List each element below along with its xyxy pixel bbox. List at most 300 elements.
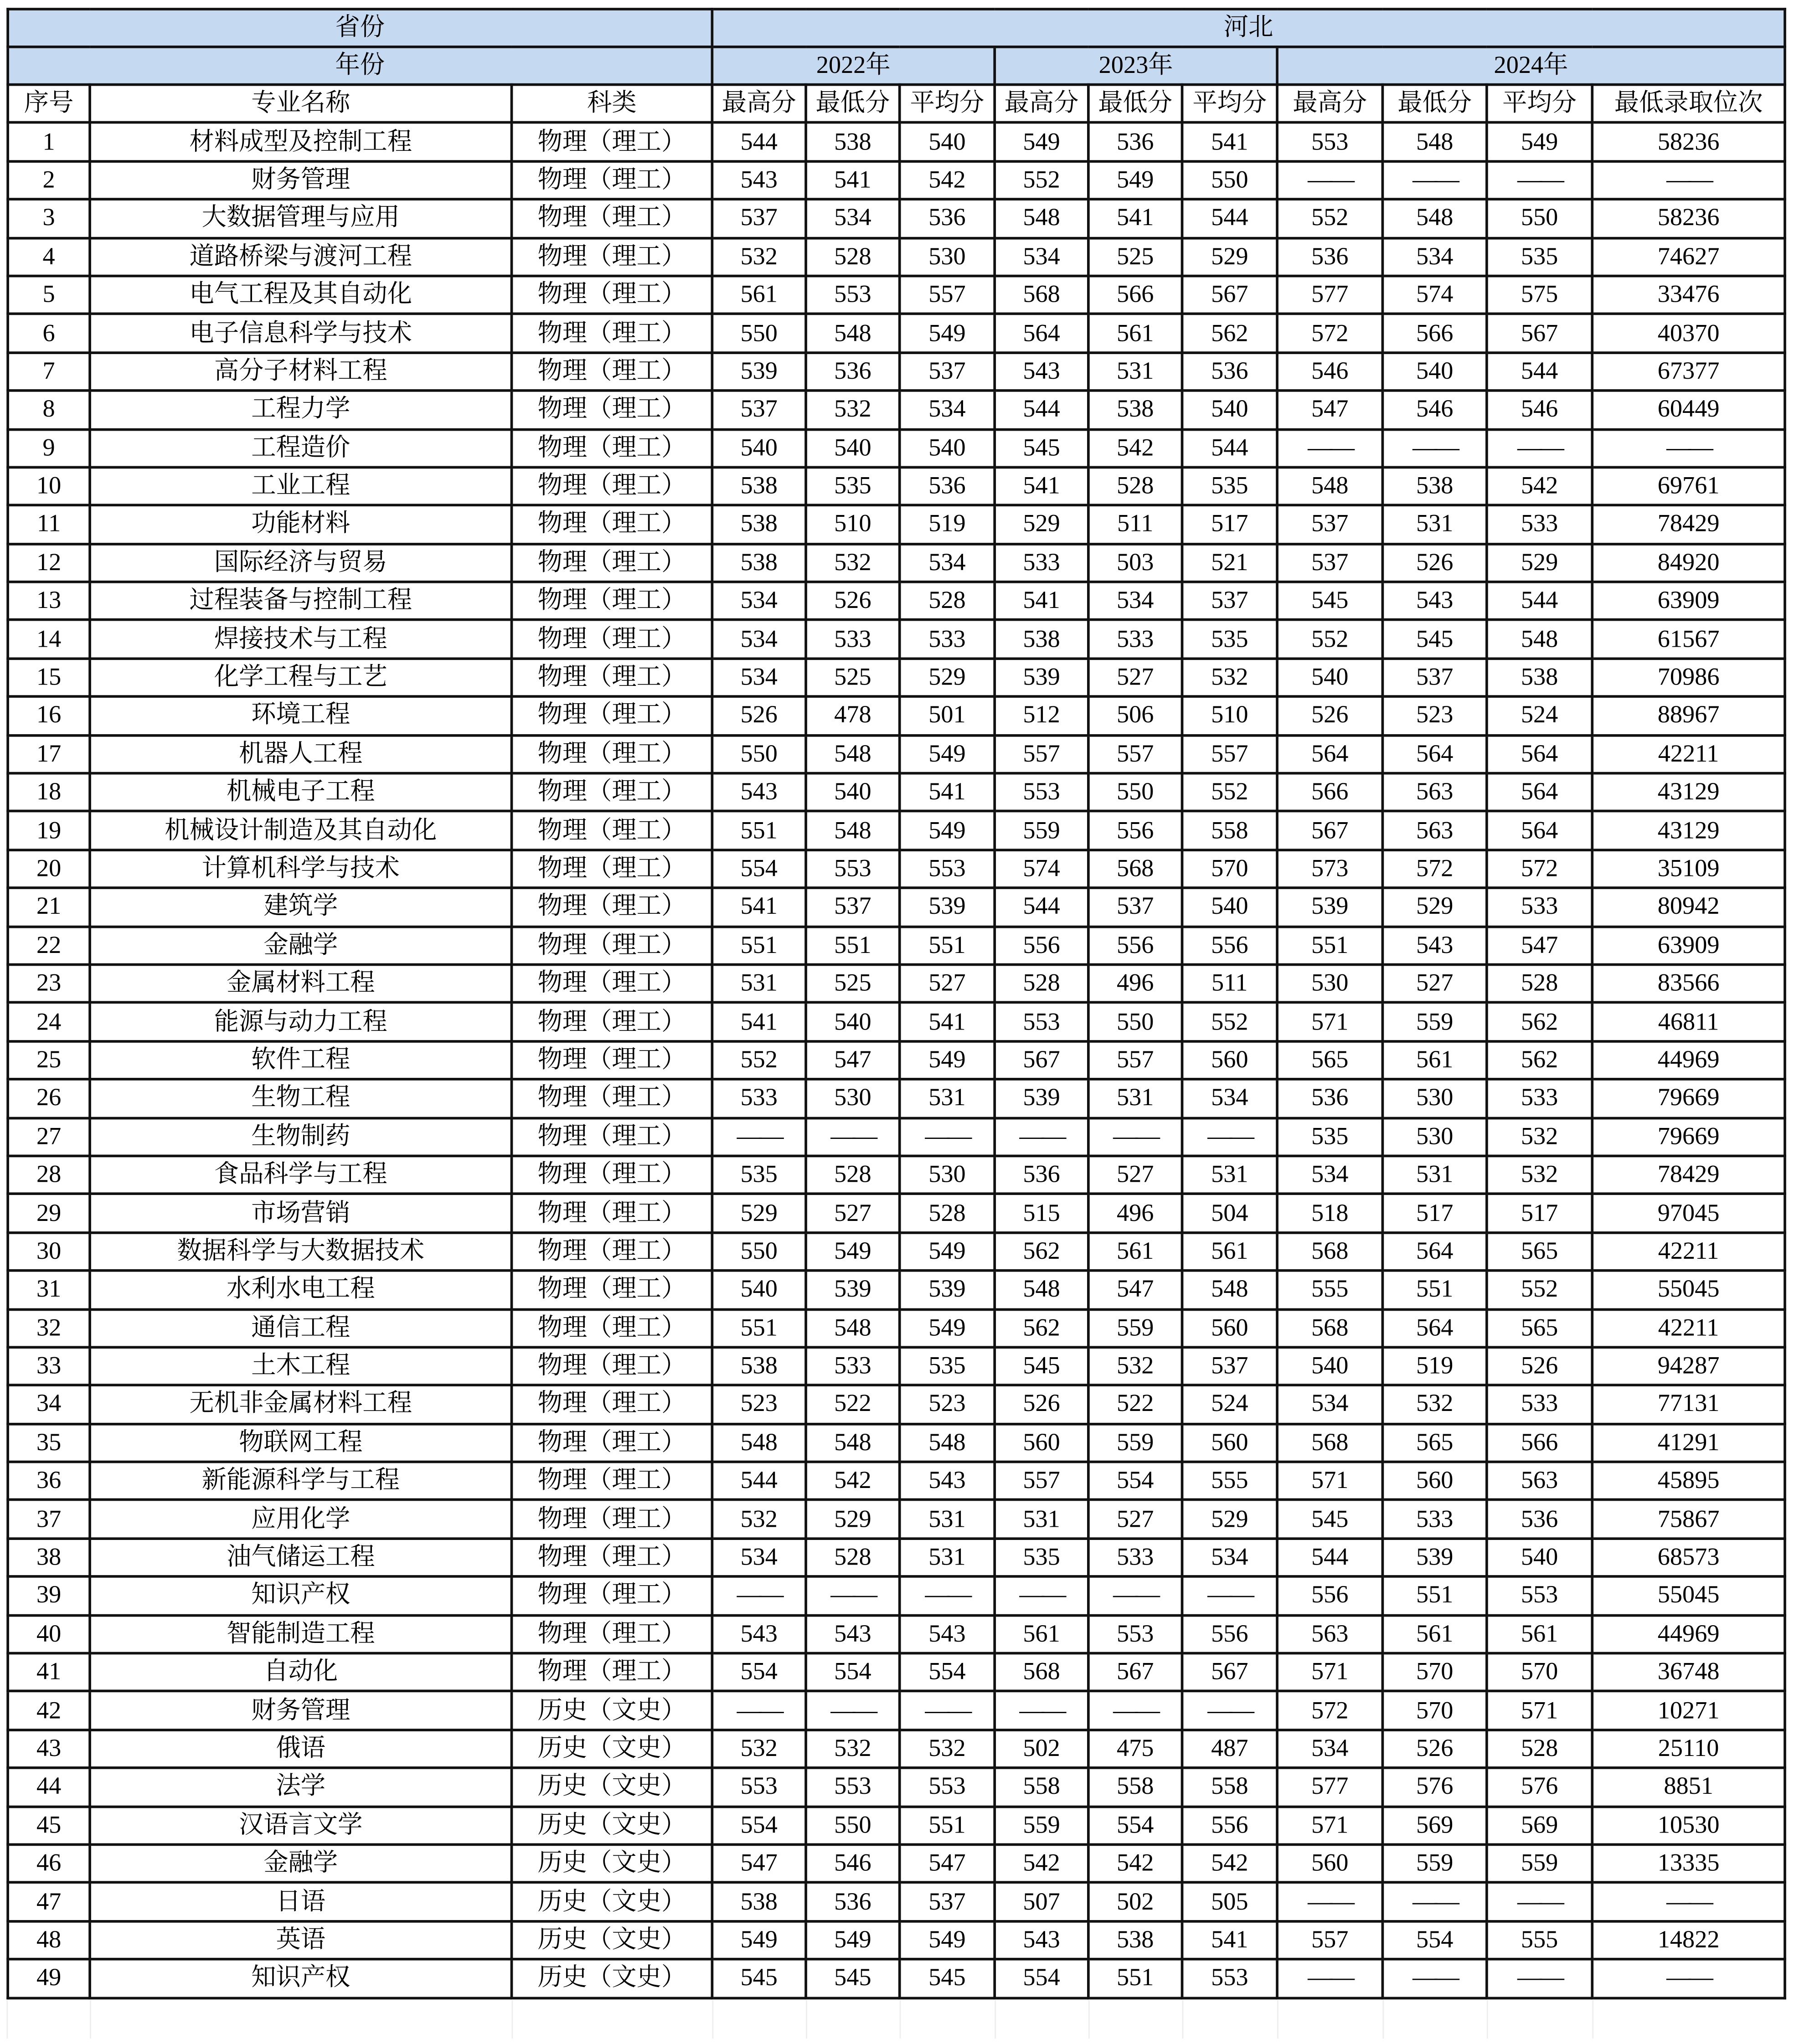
major-name-cell[interactable]: 智能制造工程	[90, 1615, 511, 1653]
score-cell[interactable]: ——	[712, 1577, 806, 1615]
row-index-cell[interactable]: 9	[8, 429, 90, 467]
major-name-cell[interactable]: 通信工程	[90, 1309, 511, 1347]
score-cell[interactable]: 538	[1088, 1921, 1182, 1959]
subject-category-cell[interactable]: 物理（理工）	[512, 697, 712, 735]
score-cell[interactable]: 572	[1382, 850, 1487, 888]
score-cell[interactable]: 563	[1277, 1615, 1382, 1653]
row-index-cell[interactable]: 20	[8, 850, 90, 888]
row-index-cell[interactable]: 30	[8, 1232, 90, 1271]
score-cell[interactable]: 538	[1487, 659, 1592, 697]
score-cell[interactable]: 535	[1487, 237, 1592, 276]
score-cell[interactable]: 534	[900, 544, 995, 582]
score-cell[interactable]: 533	[1487, 888, 1592, 927]
score-cell[interactable]: 528	[806, 1539, 900, 1577]
score-cell[interactable]: ——	[1088, 1691, 1182, 1730]
score-cell[interactable]: 531	[1088, 1079, 1182, 1117]
major-name-cell[interactable]: 数据科学与大数据技术	[90, 1232, 511, 1271]
major-name-cell[interactable]: 俄语	[90, 1730, 511, 1768]
subject-category-cell[interactable]: 物理（理工）	[512, 200, 712, 238]
score-cell[interactable]: 557	[1182, 735, 1278, 773]
score-cell[interactable]: 538	[995, 620, 1088, 659]
score-cell[interactable]: 535	[1182, 467, 1278, 505]
score-cell[interactable]: 553	[1277, 123, 1382, 161]
major-name-cell[interactable]: 道路桥梁与渡河工程	[90, 237, 511, 276]
score-cell[interactable]: 496	[1088, 1194, 1182, 1232]
score-cell[interactable]: 525	[1088, 237, 1182, 276]
score-cell[interactable]: 530	[1382, 1079, 1487, 1117]
score-cell[interactable]: 566	[1088, 276, 1182, 314]
subject-category-cell[interactable]: 物理（理工）	[512, 1232, 712, 1271]
score-cell[interactable]: 549	[900, 812, 995, 850]
score-cell[interactable]: 542	[995, 1844, 1088, 1883]
major-name-cell[interactable]: 自动化	[90, 1653, 511, 1692]
major-name-cell[interactable]: 机器人工程	[90, 735, 511, 773]
score-cell[interactable]: 524	[1182, 1385, 1278, 1424]
score-cell[interactable]: 511	[1182, 964, 1278, 1003]
score-cell[interactable]: 544	[712, 1462, 806, 1500]
score-cell[interactable]: 566	[1487, 1424, 1592, 1462]
row-index-cell[interactable]: 16	[8, 697, 90, 735]
score-cell[interactable]: 538	[712, 1347, 806, 1385]
score-cell[interactable]: 569	[1487, 1806, 1592, 1844]
score-cell[interactable]: 549	[712, 1921, 806, 1959]
score-cell[interactable]: 536	[900, 200, 995, 238]
major-name-cell[interactable]: 软件工程	[90, 1041, 511, 1079]
score-cell[interactable]: 44969	[1592, 1615, 1785, 1653]
score-cell[interactable]: 553	[900, 1768, 995, 1806]
score-cell[interactable]: 40370	[1592, 314, 1785, 352]
score-cell[interactable]: 559	[1382, 1844, 1487, 1883]
score-cell[interactable]: 551	[806, 927, 900, 965]
score-cell[interactable]: 558	[1088, 1768, 1182, 1806]
score-cell[interactable]: 562	[1487, 1041, 1592, 1079]
score-cell[interactable]: 545	[712, 1959, 806, 1998]
score-cell[interactable]: 532	[1088, 1347, 1182, 1385]
score-cell[interactable]: 533	[1088, 1539, 1182, 1577]
score-cell[interactable]: 554	[806, 1653, 900, 1692]
score-cell[interactable]: 540	[712, 1271, 806, 1309]
subject-category-cell[interactable]: 物理（理工）	[512, 505, 712, 544]
score-cell[interactable]: 531	[900, 1500, 995, 1539]
score-cell[interactable]: 533	[806, 1347, 900, 1385]
score-cell[interactable]: 526	[1277, 697, 1382, 735]
score-cell[interactable]: 537	[712, 391, 806, 429]
score-cell[interactable]: 526	[806, 582, 900, 620]
score-cell[interactable]: 538	[712, 467, 806, 505]
score-cell[interactable]: 557	[900, 276, 995, 314]
score-cell[interactable]: 502	[995, 1730, 1088, 1768]
score-cell[interactable]: 543	[806, 1615, 900, 1653]
major-name-cell[interactable]: 无机非金属材料工程	[90, 1385, 511, 1424]
score-cell[interactable]: 523	[1382, 697, 1487, 735]
score-cell[interactable]: ——	[1592, 1959, 1785, 1998]
score-cell[interactable]: ——	[1088, 1577, 1182, 1615]
score-cell[interactable]: 576	[1487, 1768, 1592, 1806]
score-cell[interactable]: 536	[806, 352, 900, 391]
score-cell[interactable]: 538	[712, 1883, 806, 1921]
score-cell[interactable]: 46811	[1592, 1003, 1785, 1041]
major-name-cell[interactable]: 日语	[90, 1883, 511, 1921]
score-cell[interactable]: 528	[1487, 1730, 1592, 1768]
score-cell[interactable]: 542	[1088, 429, 1182, 467]
score-cell[interactable]: 554	[1382, 1921, 1487, 1959]
score-cell[interactable]: 542	[1182, 1844, 1278, 1883]
score-cell[interactable]: 559	[995, 812, 1088, 850]
row-index-cell[interactable]: 39	[8, 1577, 90, 1615]
score-cell[interactable]: 554	[712, 1806, 806, 1844]
score-cell[interactable]: 561	[1382, 1041, 1487, 1079]
score-cell[interactable]: 10271	[1592, 1691, 1785, 1730]
major-name-cell[interactable]: 油气储运工程	[90, 1539, 511, 1577]
score-cell[interactable]: 547	[806, 1041, 900, 1079]
score-cell[interactable]: 544	[1182, 429, 1278, 467]
score-cell[interactable]: 557	[995, 1462, 1088, 1500]
score-cell[interactable]: 531	[995, 1500, 1088, 1539]
row-index-cell[interactable]: 48	[8, 1921, 90, 1959]
subject-category-cell[interactable]: 物理（理工）	[512, 850, 712, 888]
score-cell[interactable]: 532	[712, 1500, 806, 1539]
score-cell[interactable]: 564	[995, 314, 1088, 352]
score-cell[interactable]: 532	[806, 1730, 900, 1768]
score-cell[interactable]: 538	[712, 505, 806, 544]
score-cell[interactable]: 553	[806, 850, 900, 888]
major-name-cell[interactable]: 高分子材料工程	[90, 352, 511, 391]
score-cell[interactable]: 542	[806, 1462, 900, 1500]
score-cell[interactable]: 572	[1277, 314, 1382, 352]
score-cell[interactable]: 575	[1487, 276, 1592, 314]
score-cell[interactable]: 527	[1088, 1500, 1182, 1539]
score-cell[interactable]: 545	[1277, 1500, 1382, 1539]
major-name-cell[interactable]: 知识产权	[90, 1959, 511, 1998]
score-cell[interactable]: 573	[1277, 850, 1382, 888]
score-cell[interactable]: 541	[712, 1003, 806, 1041]
score-cell[interactable]: 535	[712, 1156, 806, 1194]
score-cell[interactable]: 532	[1487, 1156, 1592, 1194]
score-cell[interactable]: 534	[712, 659, 806, 697]
score-cell[interactable]: 61567	[1592, 620, 1785, 659]
score-cell[interactable]: 556	[1182, 1806, 1278, 1844]
score-cell[interactable]: 532	[900, 1730, 995, 1768]
subject-category-cell[interactable]: 物理（理工）	[512, 161, 712, 200]
score-cell[interactable]: 550	[712, 1232, 806, 1271]
score-cell[interactable]: 529	[1487, 544, 1592, 582]
score-cell[interactable]: 501	[900, 697, 995, 735]
score-cell[interactable]: 537	[1088, 888, 1182, 927]
score-cell[interactable]: 564	[1487, 773, 1592, 812]
major-name-cell[interactable]: 大数据管理与应用	[90, 200, 511, 238]
row-index-cell[interactable]: 49	[8, 1959, 90, 1998]
score-cell[interactable]: ——	[806, 1117, 900, 1156]
score-cell[interactable]: 543	[900, 1462, 995, 1500]
subject-category-cell[interactable]: 历史（文史）	[512, 1730, 712, 1768]
score-cell[interactable]: 536	[806, 1883, 900, 1921]
subject-category-cell[interactable]: 物理（理工）	[512, 1615, 712, 1653]
score-cell[interactable]: 542	[1487, 467, 1592, 505]
subject-category-cell[interactable]: 物理（理工）	[512, 1424, 712, 1462]
row-index-cell[interactable]: 12	[8, 544, 90, 582]
major-name-cell[interactable]: 工程力学	[90, 391, 511, 429]
score-cell[interactable]: 560	[1182, 1424, 1278, 1462]
score-cell[interactable]: 526	[1382, 1730, 1487, 1768]
score-cell[interactable]: 556	[1277, 1577, 1382, 1615]
score-cell[interactable]: 541	[1088, 200, 1182, 238]
row-index-cell[interactable]: 42	[8, 1691, 90, 1730]
score-cell[interactable]: 526	[1382, 544, 1487, 582]
subject-category-cell[interactable]: 物理（理工）	[512, 1577, 712, 1615]
score-cell[interactable]: 567	[1182, 1653, 1278, 1692]
score-cell[interactable]: 528	[1487, 964, 1592, 1003]
score-cell[interactable]: 561	[1182, 1232, 1278, 1271]
score-cell[interactable]: 560	[995, 1424, 1088, 1462]
score-cell[interactable]: ——	[900, 1117, 995, 1156]
score-cell[interactable]: 548	[1277, 467, 1382, 505]
subject-category-cell[interactable]: 物理（理工）	[512, 1041, 712, 1079]
score-cell[interactable]: 561	[1487, 1615, 1592, 1653]
score-cell[interactable]: 556	[1182, 927, 1278, 965]
major-name-cell[interactable]: 金属材料工程	[90, 964, 511, 1003]
score-cell[interactable]: 568	[1277, 1424, 1382, 1462]
subject-category-cell[interactable]: 物理（理工）	[512, 123, 712, 161]
score-cell[interactable]: 41291	[1592, 1424, 1785, 1462]
score-cell[interactable]: 553	[712, 1768, 806, 1806]
row-index-cell[interactable]: 40	[8, 1615, 90, 1653]
row-index-cell[interactable]: 35	[8, 1424, 90, 1462]
score-cell[interactable]: 528	[900, 1194, 995, 1232]
score-cell[interactable]: 526	[1487, 1347, 1592, 1385]
major-name-cell[interactable]: 过程装备与控制工程	[90, 582, 511, 620]
row-index-cell[interactable]: 10	[8, 467, 90, 505]
score-cell[interactable]: 554	[712, 1653, 806, 1692]
row-index-cell[interactable]: 24	[8, 1003, 90, 1041]
score-cell[interactable]: 561	[1088, 314, 1182, 352]
score-cell[interactable]: 33476	[1592, 276, 1785, 314]
score-cell[interactable]: 42211	[1592, 735, 1785, 773]
score-cell[interactable]: ——	[1382, 1959, 1487, 1998]
subject-category-cell[interactable]: 物理（理工）	[512, 773, 712, 812]
subject-category-cell[interactable]: 物理（理工）	[512, 467, 712, 505]
subject-category-cell[interactable]: 历史（文史）	[512, 1768, 712, 1806]
score-cell[interactable]: 541	[806, 161, 900, 200]
score-cell[interactable]: 534	[900, 391, 995, 429]
row-index-cell[interactable]: 19	[8, 812, 90, 850]
score-cell[interactable]: 559	[995, 1806, 1088, 1844]
score-cell[interactable]: 540	[806, 773, 900, 812]
row-index-cell[interactable]: 26	[8, 1079, 90, 1117]
score-cell[interactable]: 487	[1182, 1730, 1278, 1768]
score-cell[interactable]: 527	[1382, 964, 1487, 1003]
score-cell[interactable]: 531	[1088, 352, 1182, 391]
row-index-cell[interactable]: 36	[8, 1462, 90, 1500]
subject-category-cell[interactable]: 历史（文史）	[512, 1883, 712, 1921]
subject-category-cell[interactable]: 物理（理工）	[512, 276, 712, 314]
score-cell[interactable]: 13335	[1592, 1844, 1785, 1883]
score-cell[interactable]: 531	[1382, 1156, 1487, 1194]
score-cell[interactable]: 524	[1487, 697, 1592, 735]
major-name-cell[interactable]: 电子信息科学与技术	[90, 314, 511, 352]
score-cell[interactable]: 529	[1182, 237, 1278, 276]
score-cell[interactable]: 545	[1277, 582, 1382, 620]
score-cell[interactable]: 567	[995, 1041, 1088, 1079]
score-cell[interactable]: 532	[1487, 1117, 1592, 1156]
score-cell[interactable]: 540	[806, 429, 900, 467]
score-cell[interactable]: ——	[900, 1577, 995, 1615]
subject-category-cell[interactable]: 物理（理工）	[512, 352, 712, 391]
score-cell[interactable]: 562	[995, 1309, 1088, 1347]
subject-category-cell[interactable]: 物理（理工）	[512, 1271, 712, 1309]
score-cell[interactable]: 543	[712, 161, 806, 200]
score-cell[interactable]: 555	[1182, 1462, 1278, 1500]
row-index-cell[interactable]: 8	[8, 391, 90, 429]
subject-category-cell[interactable]: 物理（理工）	[512, 620, 712, 659]
score-cell[interactable]: 544	[995, 888, 1088, 927]
major-name-cell[interactable]: 法学	[90, 1768, 511, 1806]
score-cell[interactable]: 547	[1088, 1271, 1182, 1309]
score-cell[interactable]: 548	[806, 735, 900, 773]
score-cell[interactable]: 79669	[1592, 1079, 1785, 1117]
score-cell[interactable]: 571	[1277, 1003, 1382, 1041]
score-cell[interactable]: 549	[900, 1309, 995, 1347]
score-cell[interactable]: 532	[712, 1730, 806, 1768]
score-cell[interactable]: 562	[1182, 314, 1278, 352]
score-cell[interactable]: ——	[1382, 161, 1487, 200]
row-index-cell[interactable]: 47	[8, 1883, 90, 1921]
score-cell[interactable]: 540	[806, 1003, 900, 1041]
score-cell[interactable]: 515	[995, 1194, 1088, 1232]
score-cell[interactable]: 558	[1182, 1768, 1278, 1806]
subject-category-cell[interactable]: 物理（理工）	[512, 735, 712, 773]
score-cell[interactable]: 528	[995, 964, 1088, 1003]
score-cell[interactable]: 543	[712, 773, 806, 812]
score-cell[interactable]: 63909	[1592, 927, 1785, 965]
major-name-cell[interactable]: 物联网工程	[90, 1424, 511, 1462]
score-cell[interactable]: 538	[712, 544, 806, 582]
score-cell[interactable]: 539	[1382, 1539, 1487, 1577]
score-cell[interactable]: 548	[1382, 123, 1487, 161]
score-cell[interactable]: 548	[995, 200, 1088, 238]
score-cell[interactable]: 564	[1382, 1309, 1487, 1347]
score-cell[interactable]: 547	[1487, 927, 1592, 965]
score-cell[interactable]: 42211	[1592, 1309, 1785, 1347]
row-index-cell[interactable]: 46	[8, 1844, 90, 1883]
score-cell[interactable]: ——	[1382, 1883, 1487, 1921]
score-cell[interactable]: 43129	[1592, 812, 1785, 850]
score-cell[interactable]: ——	[712, 1691, 806, 1730]
score-cell[interactable]: 519	[1382, 1347, 1487, 1385]
score-cell[interactable]: 58236	[1592, 123, 1785, 161]
score-cell[interactable]: 572	[1487, 850, 1592, 888]
score-cell[interactable]: 536	[1088, 123, 1182, 161]
score-cell[interactable]: 549	[1487, 123, 1592, 161]
subject-category-cell[interactable]: 物理（理工）	[512, 391, 712, 429]
score-cell[interactable]: 533	[1088, 620, 1182, 659]
score-cell[interactable]: ——	[806, 1691, 900, 1730]
score-cell[interactable]: 83566	[1592, 964, 1785, 1003]
score-cell[interactable]: ——	[1277, 161, 1382, 200]
score-cell[interactable]: 35109	[1592, 850, 1785, 888]
subject-category-cell[interactable]: 物理（理工）	[512, 888, 712, 927]
score-cell[interactable]: 529	[1382, 888, 1487, 927]
major-name-cell[interactable]: 工程造价	[90, 429, 511, 467]
score-cell[interactable]: 560	[1277, 1844, 1382, 1883]
subject-category-cell[interactable]: 物理（理工）	[512, 1156, 712, 1194]
score-cell[interactable]: 574	[995, 850, 1088, 888]
row-index-cell[interactable]: 7	[8, 352, 90, 391]
score-cell[interactable]: 572	[1277, 1691, 1382, 1730]
score-cell[interactable]: ——	[1592, 429, 1785, 467]
score-cell[interactable]: 537	[900, 1883, 995, 1921]
subject-category-cell[interactable]: 物理（理工）	[512, 582, 712, 620]
major-name-cell[interactable]: 功能材料	[90, 505, 511, 544]
score-cell[interactable]: 553	[995, 1003, 1088, 1041]
subject-category-cell[interactable]: 物理（理工）	[512, 1385, 712, 1424]
score-cell[interactable]: ——	[806, 1577, 900, 1615]
score-cell[interactable]: 553	[1487, 1577, 1592, 1615]
score-cell[interactable]: 546	[1277, 352, 1382, 391]
score-cell[interactable]: ——	[995, 1691, 1088, 1730]
score-cell[interactable]: 568	[1277, 1232, 1382, 1271]
score-cell[interactable]: 565	[1277, 1041, 1382, 1079]
score-cell[interactable]: 10530	[1592, 1806, 1785, 1844]
score-cell[interactable]: 554	[1088, 1806, 1182, 1844]
major-name-cell[interactable]: 能源与动力工程	[90, 1003, 511, 1041]
subject-category-cell[interactable]: 物理（理工）	[512, 1539, 712, 1577]
score-cell[interactable]: 548	[1382, 200, 1487, 238]
score-cell[interactable]: 550	[1088, 1003, 1182, 1041]
score-cell[interactable]: 555	[1277, 1271, 1382, 1309]
row-index-cell[interactable]: 1	[8, 123, 90, 161]
score-cell[interactable]: 554	[1088, 1462, 1182, 1500]
row-index-cell[interactable]: 41	[8, 1653, 90, 1692]
major-name-cell[interactable]: 财务管理	[90, 1691, 511, 1730]
score-cell[interactable]: 84920	[1592, 544, 1785, 582]
score-cell[interactable]: 540	[1182, 391, 1278, 429]
row-index-cell[interactable]: 21	[8, 888, 90, 927]
major-name-cell[interactable]: 土木工程	[90, 1347, 511, 1385]
row-index-cell[interactable]: 34	[8, 1385, 90, 1424]
score-cell[interactable]: 564	[1382, 735, 1487, 773]
score-cell[interactable]: 55045	[1592, 1577, 1785, 1615]
score-cell[interactable]: 567	[1182, 276, 1278, 314]
row-index-cell[interactable]: 37	[8, 1500, 90, 1539]
score-cell[interactable]: 565	[1487, 1232, 1592, 1271]
score-cell[interactable]: 534	[1277, 1385, 1382, 1424]
score-cell[interactable]: 552	[1277, 620, 1382, 659]
score-cell[interactable]: 574	[1382, 276, 1487, 314]
subject-category-cell[interactable]: 历史（文史）	[512, 1959, 712, 1998]
score-cell[interactable]: 565	[1382, 1424, 1487, 1462]
score-cell[interactable]: 517	[1182, 505, 1278, 544]
score-cell[interactable]: 506	[1088, 697, 1182, 735]
score-cell[interactable]: 527	[806, 1194, 900, 1232]
score-cell[interactable]: 534	[1182, 1539, 1278, 1577]
score-cell[interactable]: 541	[995, 582, 1088, 620]
score-cell[interactable]: 548	[1182, 1271, 1278, 1309]
score-cell[interactable]: 535	[900, 1347, 995, 1385]
score-cell[interactable]: 534	[712, 582, 806, 620]
score-cell[interactable]: 547	[900, 1844, 995, 1883]
score-cell[interactable]: 569	[1382, 1806, 1487, 1844]
score-cell[interactable]: 79669	[1592, 1117, 1785, 1156]
score-cell[interactable]: 543	[1382, 582, 1487, 620]
row-index-cell[interactable]: 31	[8, 1271, 90, 1309]
score-cell[interactable]: 531	[900, 1539, 995, 1577]
subject-category-cell[interactable]: 物理（理工）	[512, 1462, 712, 1500]
score-cell[interactable]: 533	[1487, 505, 1592, 544]
score-cell[interactable]: 550	[1088, 773, 1182, 812]
score-cell[interactable]: 550	[712, 314, 806, 352]
score-cell[interactable]: 544	[1487, 352, 1592, 391]
score-cell[interactable]: 537	[1277, 505, 1382, 544]
